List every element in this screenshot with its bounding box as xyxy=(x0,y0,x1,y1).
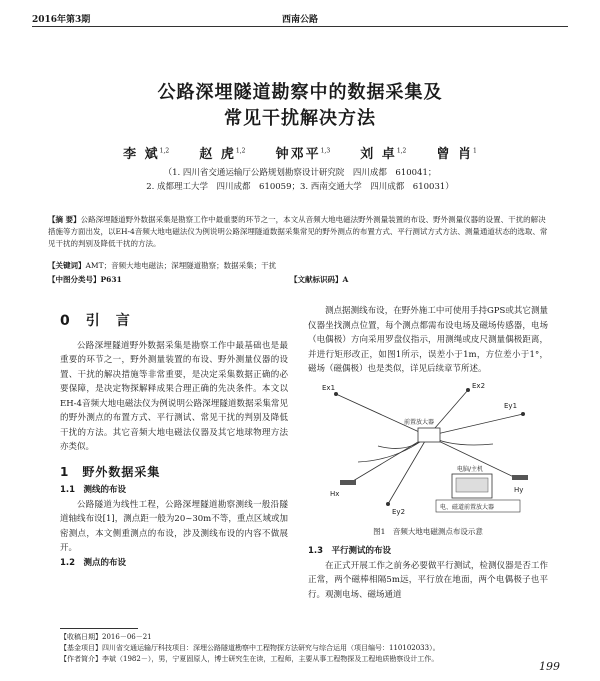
section-1-3-heading: 1.3 平行测试的布设 xyxy=(308,546,392,556)
figure-1-diagram xyxy=(318,374,538,524)
label-ey2: Ey2 xyxy=(392,508,406,516)
label-ex1: Ex1 xyxy=(322,384,336,392)
running-header xyxy=(32,10,568,27)
title-line-2: 常见干扰解决方法 xyxy=(224,108,376,129)
right-column-top xyxy=(308,304,548,377)
right-column-bottom xyxy=(308,544,548,602)
keywords xyxy=(48,260,552,271)
host-screen xyxy=(456,478,488,492)
author: 刘 卓$^{1,2}$ xyxy=(360,147,407,162)
magnetic-coil-hx xyxy=(340,480,356,485)
author-list xyxy=(0,143,600,162)
footnote-rule xyxy=(60,628,138,629)
preamp-box xyxy=(418,428,440,442)
electrode-ey1 xyxy=(521,412,525,416)
ex-wire xyxy=(336,394,428,436)
label-ex2: Ex2 xyxy=(472,382,486,390)
label-ey1: Ey1 xyxy=(504,402,518,410)
left-column xyxy=(60,314,288,570)
keywords-text: AMT；音频大地电磁法；深埋隧道勘察；数据采集；干扰 xyxy=(85,261,277,270)
abstract-text: 公路深埋隧道野外数据采集是勘察工作中最重要的环节之一，本文从音频大地电磁法野外测量装置的布设、野外测量仪器的设置、干扰的解决措施等方面出发，以EH-4音频大地电磁法仪为例说明公路深埋隧道数据采集常见的野外测点的布置方式、平行测试方式方法、测量通道状态的选取、常见干扰的判别及降低干扰的方法。 xyxy=(48,215,548,248)
author: 赵 虎$^{1,2}$ xyxy=(199,147,246,162)
intro-heading: 0 引 言 xyxy=(60,313,131,329)
author: 钟邓平$^{1,3}$ xyxy=(275,147,331,162)
author: 李 斌$^{1,2}$ xyxy=(123,147,170,162)
clc-value: P631 xyxy=(100,275,122,284)
magnetic-coil-hy xyxy=(512,475,528,480)
issue-label: 2016年第3期 xyxy=(32,15,91,25)
section-1-1-heading: 1.1 测线的布设 xyxy=(60,485,127,495)
label-host: 电脑/主机 xyxy=(457,466,484,473)
figure-1-caption: 图1 音频大地电磁测点布设示意 xyxy=(373,527,483,536)
clc-label: 【中图分类号】 xyxy=(48,275,101,284)
title-line-1: 公路深埋隧道勘察中的数据采集及 xyxy=(157,82,443,103)
journal-name: 西南公路 xyxy=(281,15,318,25)
doc-code: 【文献标识码】A xyxy=(290,275,349,284)
affiliation-line-1: （1. 四川省交通运输厅公路规划勘察设计研究院 四川成都 610041； xyxy=(163,168,437,178)
electrode-ey2 xyxy=(386,502,390,506)
affiliation-line-2: 2. 成都理工大学 四川成都 610059；3. 西南交通大学 四川成都 610031） xyxy=(146,182,454,192)
right-paragraph: 测点据测线布设，在野外施工中可使用手持GPS或其它测量仪器坐找测点位置，每个测点都需布设电场及磁场传感器，电场（电偶极）方向采用罗盘仪指示，用测绳或皮尺测量偶极距离，并进行矩形改正，如图1所示，误差小于1m，方位差小于1°，磁场（磁偶极）也是类似，详见后续章节所述。 xyxy=(308,306,548,374)
abstract xyxy=(48,214,552,250)
footnote-author: 【作者简介】李斌（1982－），男，宁夏固原人，博士研究生在读，工程师，主要从事工程物探及工程地质勘察设计工作。 xyxy=(60,655,439,663)
footnote-received: 【收稿日期】2016－06－21 xyxy=(60,633,152,641)
section-1-3-paragraph: 在正式开展工作之前务必要做平行测试，检测仪器是否工作正常，两个磁棒相隔5m远，平行放在地面，两个电偶极子也平行。观测电场、磁场通道 xyxy=(308,560,548,600)
classification xyxy=(48,274,552,285)
label-preamp: 前置放大器 xyxy=(404,419,435,426)
ey2-wire xyxy=(388,436,428,504)
hx-cable xyxy=(348,436,428,484)
author: 曾 肖$^1$ xyxy=(436,147,477,162)
abstract-label: 【摘 要】 xyxy=(48,215,81,224)
paper-title xyxy=(0,80,600,132)
section-1-2-heading: 1.2 测点的布设 xyxy=(60,557,127,568)
label-note: 电、磁道前置放大器 xyxy=(440,504,495,511)
keywords-label: 【关键词】 xyxy=(48,261,86,270)
page-number: 199 xyxy=(539,660,560,673)
section-1-heading: 1 野外数据采集 xyxy=(60,464,161,479)
footnote-fund: 【基金项目】四川省交通运输厅科技项目：深埋公路隧道勘察中工程物探方法研究与综合运用（项目编号：110102033）。 xyxy=(60,644,440,652)
label-hy: Hy xyxy=(514,486,524,494)
electrode-ex1 xyxy=(334,392,338,396)
intro-paragraph: 公路深埋隧道野外数据采集是勘察工作中最基础也是最重要的环节之一，野外测量装置的布设、野外测量仪器的设置、干扰的解决措施等非常重要，是决定采集数据正确的必要保障，是决定物探解释成果合理正确的先决条件。本文以EH-4音频大地电磁法仪为例说明公路深埋隧道数据采集常见的野外测点的布置方式、平行测试、常见干扰的判别及降低干扰的方法。其它音频大地电磁法仪器及其它地球物理方法亦类似。 xyxy=(60,340,288,452)
label-hx: Hx xyxy=(330,490,340,498)
electrode-ex2 xyxy=(466,388,470,392)
ey-wire xyxy=(428,414,523,436)
section-1-1-paragraph: 公路隧道为线性工程，公路深埋隧道勘察测线一般沿隧道轴线布设[1]，测点距一般为20~30m不等，重点区域或加密测点，本文侧重测点的布设，涉及测线布设的内容不做展开。 xyxy=(60,499,288,553)
